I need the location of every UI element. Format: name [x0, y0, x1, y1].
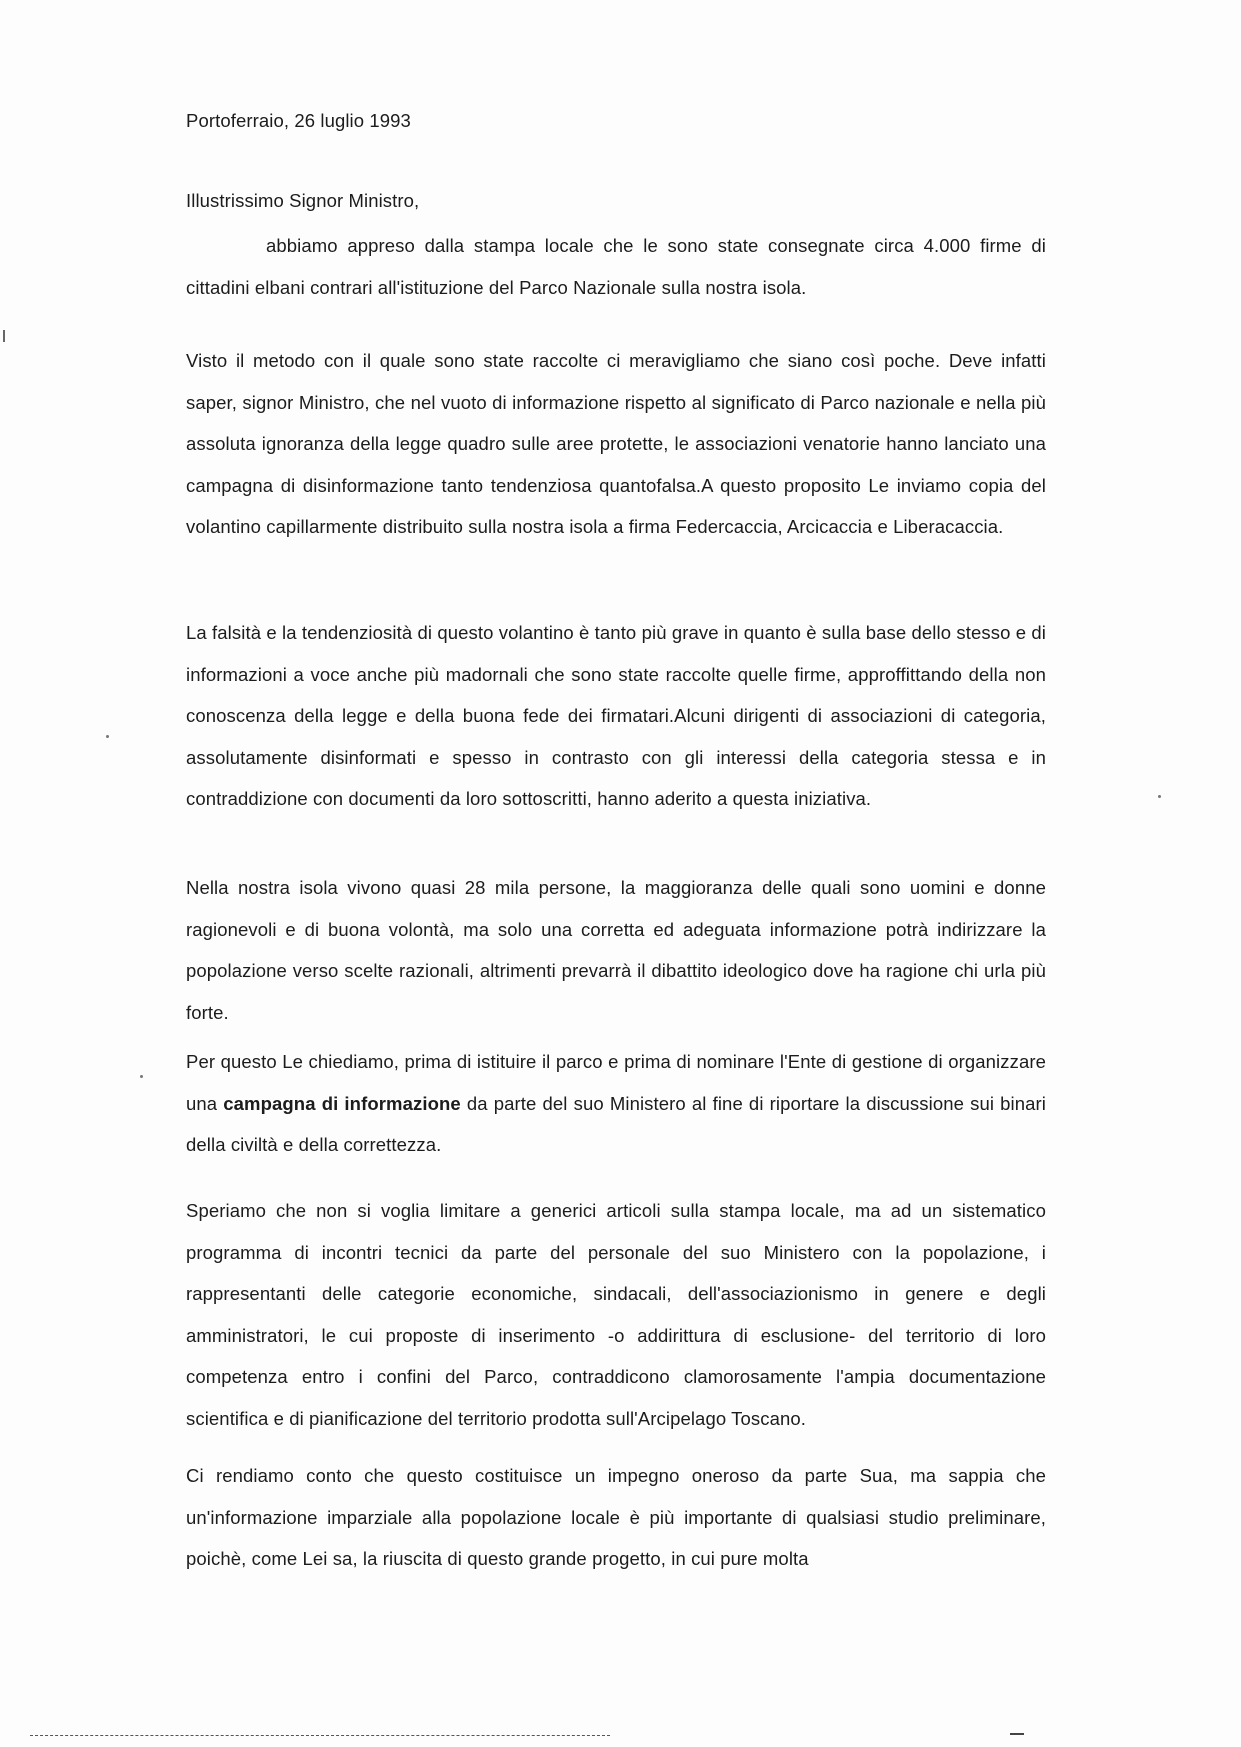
paragraph-3: La falsità e la tendenziosità di questo volantino è tanto più grave in quanto è sulla base dello stesso e di informazioni a voce anche più madornali che sono state raccolte quelle firme, approffittando della non conoscenza della legge e della buona fede dei firmatari.Alcuni dirigenti di associazioni di categoria, assolutamente disinformati e spesso in contrasto con gli interessi della categoria stessa e in contraddizione con documenti da loro sottoscritti, hanno aderito a questa iniziativa. — [186, 622, 1046, 809]
date-line: Portoferraio, 26 luglio 1993 — [186, 110, 411, 131]
paragraph-2: Visto il metodo con il quale sono state raccolte ci meravigliamo che siano così poche. Deve infatti saper, signor Ministro, che nel vuoto di informazione rispetto al significato di Parco nazionale e nella più assoluta ignoranza della legge quadro sulle aree protette, le associazioni venatorie hanno lanciato una campagna di disinformazione tanto tendenziosa quantofalsa.A questo proposito Le inviamo copia del volantino capillarmente distribuito sulla nostra isola a firma Federcaccia, Arcicaccia e Liberacaccia. — [186, 350, 1046, 537]
paragraph-6: Speriamo che non si voglia limitare a generici articoli sulla stampa locale, ma ad un sistematico programma di incontri tecnici da parte del personale del suo Ministero con la popolazione, i rappresentanti delle categorie economiche, sindacali, dell'associazionismo in genere e degli amministratori, le cui proposte di inserimento -o addirittura di esclusione- del territorio di loro competenza entro i confini del Parco, contraddicono clamorosamente l'ampia documentazione scientifica e di pianificazione del territorio prodotta sull'Arcipelago Toscano. — [186, 1200, 1046, 1429]
paragraph-4: Nella nostra isola vivono quasi 28 mila persone, la maggioranza delle quali sono uomini e donne ragionevoli e di buona volontà, ma solo una corretta ed adeguata informazione potrà indirizzare la popolazione verso scelte razionali, altrimenti prevarrà il dibattito ideologico dove ha ragione chi urla più forte. — [186, 877, 1046, 1023]
salutation: Illustrissimo Signor Ministro, — [186, 190, 420, 211]
scan-speck — [1158, 795, 1161, 798]
footer-dashed-line — [30, 1735, 610, 1736]
paragraph-5-end: da parte del suo Ministero al fine di riportare la discussione sui binari della civiltà e della correttezza. — [186, 1092, 1046, 1155]
scan-speck — [140, 1075, 143, 1078]
scan-margin-mark — [3, 330, 5, 342]
paragraph-1: abbiamo appreso dalla stampa locale che le sono state consegnate circa 4.000 firme di cittadini elbani contrari all'istituzione del Parco Nazionale sulla nostra isola. — [186, 235, 1046, 298]
paragraph-7: Ci rendiamo conto che questo costituisce un impegno oneroso da parte Sua, ma sappia che un'informazione imparziale alla popolazione locale è più importante di qualsiasi studio preliminare, poichè, come Lei sa, la riuscita di questo grande progetto, in cui pure molta — [186, 1465, 1046, 1569]
paragraph-5 — [186, 1041, 1046, 1166]
footer-mark — [1010, 1733, 1024, 1735]
paragraph-5-emphasis: campagna di informazione — [223, 1092, 461, 1114]
scan-speck — [106, 735, 109, 738]
paragraph-5-start: Per questo Le chiediamo, prima di istituire il parco e prima di nominare l'Ente di gestione di organizzare una — [186, 1051, 1046, 1114]
